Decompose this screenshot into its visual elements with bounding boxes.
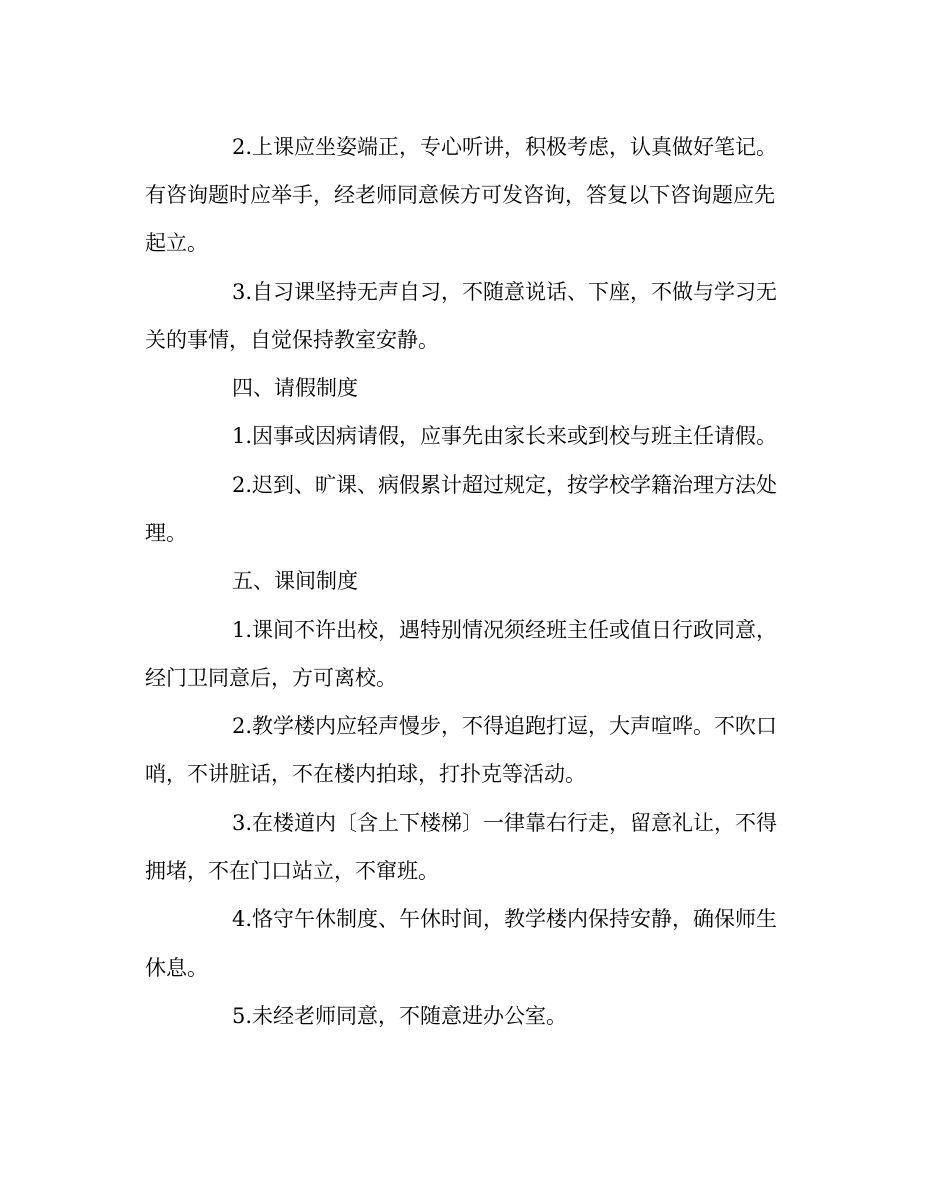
paragraph-line: 休息。 (145, 956, 208, 980)
paragraph-line: 有咨询题时应举手，经老师同意候方可发咨询，答复以下咨询题应先 (145, 183, 775, 207)
paragraph-line: 关的事情，自觉保持教室安静。 (145, 328, 439, 352)
paragraph-line: 2.迟到、旷课、病假累计超过规定，按学校学籍治理方法处 (232, 473, 778, 497)
paragraph-line: 理。 (145, 521, 187, 545)
paragraph-line: 3.自习课坚持无声自习，不随意说话、下座，不做与学习无 (232, 280, 778, 304)
paragraph-line: 3.在楼道内〔含上下楼梯〕一律靠右行走，留意礼让，不得 (232, 811, 778, 835)
paragraph-line: 经门卫同意后，方可离校。 (145, 666, 397, 690)
paragraph-line: 2.教学楼内应轻声慢步，不得追跑打逗，大声喧哗。不吹口 (232, 714, 778, 738)
paragraph-line: 1.课间不许出校，遇特别情况须经班主任或值日行政同意， (232, 618, 778, 642)
paragraph-line: 哨，不讲脏话，不在楼内拍球，打扑克等活动。 (145, 762, 586, 786)
paragraph-line: 2.上课应坐姿端正，专心听讲，积极考虑，认真做好笔记。 (232, 135, 778, 159)
paragraph-line: 拥堵，不在门口站立，不窜班。 (145, 859, 439, 883)
section-heading: 五、课间制度 (232, 569, 358, 593)
section-heading: 四、请假制度 (232, 376, 358, 400)
paragraph-line: 5.未经老师同意，不随意进办公室。 (232, 1004, 568, 1028)
paragraph-line: 1.因事或因病请假，应事先由家长来或到校与班主任请假。 (232, 424, 778, 448)
paragraph-line: 4.恪守午休制度、午休时间，教学楼内保持安静，确保师生 (232, 907, 778, 931)
paragraph-line: 起立。 (145, 231, 208, 255)
